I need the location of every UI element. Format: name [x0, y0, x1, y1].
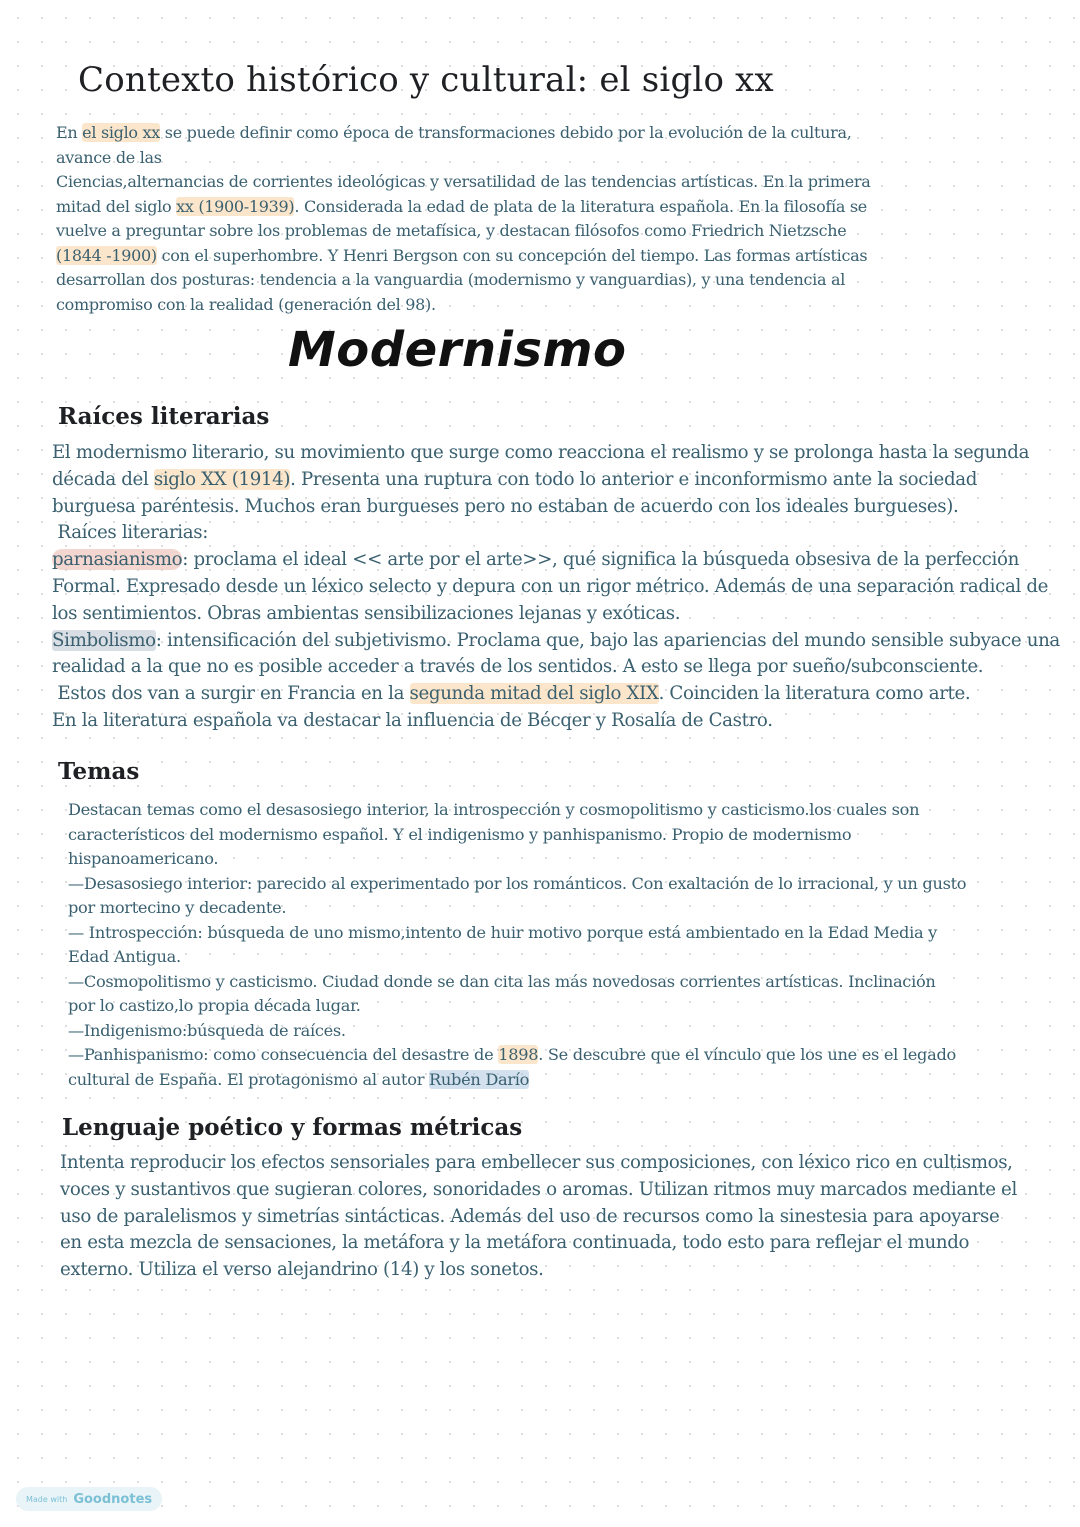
- text-segment: . Coinciden la literatura como arte.: [658, 683, 971, 705]
- text-segment: se puede definir como época de transformaciones debido por la evolución de la cultura,: [160, 123, 852, 142]
- page-title: Contexto histórico y cultural: el siglo xx: [78, 60, 774, 100]
- text-segment: El modernismo literario, su movimiento que surge como reacciona el realismo y se prolonga hasta la segunda: [52, 442, 1030, 463]
- text-line: [56, 195, 956, 220]
- text-line: [60, 1177, 1070, 1204]
- text-line: [68, 994, 1048, 1019]
- text-segment: con el superhombre. Y Henri Bergson con su concepción del tiempo. Las formas artísticas: [156, 245, 868, 265]
- temas-paragraph: [68, 798, 1048, 1092]
- highlighted-text: Simbolismo: [52, 629, 156, 651]
- text-segment: cultural de España. El protagonismo al autor: [68, 1069, 429, 1089]
- text-segment: característicos del modernismo español. Y el indigenismo y panhispanismo. Propio de modernismo: [68, 824, 852, 844]
- goodnotes-logo: Goodnotes: [73, 1491, 153, 1507]
- text-segment: Estos dos van a surgir en Francia en la: [52, 683, 410, 705]
- text-line: [60, 1230, 1070, 1257]
- text-line: [56, 244, 956, 269]
- text-line: [68, 823, 1048, 848]
- text-segment: En: [56, 123, 83, 142]
- text-segment: : intensificación del subjetivismo. Proclama que, bajo las apariencias del mundo sensible subyace una: [155, 629, 1060, 651]
- text-segment: avance de las: [56, 147, 162, 167]
- text-line: [68, 945, 1048, 970]
- temas-heading: Temas: [58, 758, 140, 785]
- raices-heading: Raíces literarias: [58, 403, 270, 430]
- text-segment: desarrollan dos posturas: tendencia a la vanguardia (modernismo y vanguardias), y una tendencia al: [56, 270, 846, 289]
- text-line: [52, 574, 1077, 601]
- highlighted-text: el siglo xx: [82, 123, 160, 142]
- text-line: [56, 268, 956, 293]
- text-line: [56, 170, 956, 195]
- text-line: [68, 970, 1048, 995]
- highlighted-text: 1898: [498, 1045, 539, 1064]
- text-line: [52, 708, 1077, 735]
- text-segment: compromiso con la realidad (generación del 98).: [56, 294, 436, 314]
- text-segment: Ciencias,alternancias de corrientes ideológicas y versatilidad de las tendencias artísticas. En la primera: [56, 172, 871, 191]
- text-segment: Destacan temas como el desasosiego interior, la introspección y cosmopolitismo y casticismo.los cuales son: [68, 800, 920, 819]
- text-line: [56, 146, 956, 171]
- lenguaje-paragraph: [60, 1150, 1070, 1284]
- text-line: [52, 628, 1077, 655]
- text-line: [68, 872, 1048, 897]
- text-segment: en esta mezcla de sensaciones, la metáfora y la metáfora continuada, todo esto para reflejar el mundo: [60, 1232, 970, 1254]
- text-line: [68, 896, 1048, 921]
- text-segment: década del: [52, 468, 154, 490]
- text-segment: . Presenta una ruptura con todo lo anterior e inconformismo ante la sociedad: [290, 468, 978, 490]
- text-segment: Formal. Expresado desde un léxico selecto y depura con un rigor métrico. Además de una separación radical de: [52, 575, 1049, 597]
- highlighted-text: siglo XX (1914): [153, 468, 291, 490]
- text-segment: En la literatura española va destacar la influencia de Bécqer y Rosalía de Castro.: [52, 709, 773, 731]
- text-segment: —Desasosiego interior: parecido al experimentado por los románticos. Con exaltación de lo irracional, y un gusto: [68, 873, 967, 893]
- text-line: [68, 847, 1048, 872]
- highlighted-text: Rubén Darío: [429, 1069, 530, 1089]
- text-segment: . Se descubre que el vínculo que los une es el legado: [538, 1045, 956, 1064]
- text-segment: —Indigenismo:búsqueda de raíces.: [68, 1020, 346, 1040]
- text-line: [56, 293, 956, 318]
- text-segment: voces y sustantivos que sugieran colores, sonoridades o aromas. Utilizan ritmos muy marcados mediante el: [60, 1178, 1017, 1200]
- contexto-paragraph: [56, 121, 956, 317]
- text-line: [52, 601, 1077, 628]
- highlighted-text: (1844 -1900): [56, 245, 157, 265]
- text-segment: Raíces literarias:: [52, 522, 209, 544]
- text-line: [68, 921, 1048, 946]
- highlighted-text: segunda mitad del siglo XIX: [409, 683, 659, 705]
- made-with-label: Made with: [26, 1494, 68, 1504]
- text-segment: externo. Utiliza el verso alejandrino (14) y los sonetos.: [60, 1259, 544, 1281]
- text-segment: por mortecino y decadente.: [68, 898, 287, 917]
- text-line: [52, 547, 1077, 574]
- lenguaje-heading: Lenguaje poético y formas métricas: [62, 1114, 523, 1141]
- text-segment: Intenta reproducir los efectos sensoriales para embellecer sus composiciones, con léxico rico en cultismos,: [60, 1152, 1013, 1173]
- highlighted-text: xx (1900-1939): [176, 196, 295, 216]
- text-segment: —Panhispanismo: como consecuencia del desastre de: [68, 1045, 499, 1064]
- text-segment: los sentimientos. Obras ambientas sensibilizaciones lejanas y exóticas.: [52, 602, 681, 624]
- text-line: [56, 121, 956, 146]
- text-segment: por lo castizo,lo propia década lugar.: [68, 996, 361, 1015]
- highlighted-text: parnasianismo: [52, 549, 183, 571]
- text-line: [52, 520, 1077, 547]
- text-line: [68, 1043, 1048, 1068]
- text-segment: —Cosmopolitismo y casticismo. Ciudad donde se dan cita las más novedosas corrientes artísticas. Inclinación: [68, 971, 936, 991]
- text-segment: mitad del siglo: [56, 196, 177, 216]
- text-segment: . Considerada la edad de plata de la literatura española. En la filosofía se: [294, 196, 867, 216]
- text-line: [52, 494, 1077, 521]
- text-segment: realidad a la que no es posible acceder a través de los sentidos. A esto se llega por sueño/subconsciente.: [52, 656, 984, 678]
- text-line: [60, 1204, 1070, 1231]
- text-line: [68, 1019, 1048, 1044]
- text-line: [60, 1150, 1070, 1177]
- text-line: [52, 681, 1077, 708]
- raices-paragraph: [52, 440, 1077, 735]
- text-line: [68, 1068, 1048, 1093]
- modernismo-title: Modernismo: [288, 322, 627, 378]
- text-segment: hispanoamericano.: [68, 849, 219, 868]
- text-line: [52, 467, 1077, 494]
- text-segment: uso de paralelismos y simetrías sintácticas. Además del uso de recursos como la sinestesia para apoyarse: [60, 1205, 1000, 1227]
- text-line: [68, 798, 1048, 823]
- text-segment: burguesa paréntesis. Muchos eran burgueses pero no estaban de acuerdo con los ideales burgueses).: [52, 495, 959, 517]
- text-line: [56, 219, 956, 244]
- text-segment: vuelve a preguntar sobre los problemas de metafísica, y destacan filósofos como Friedrich Nietzsche: [56, 221, 847, 240]
- text-segment: : proclama el ideal << arte por el arte>>, qué significa la búsqueda obsesiva de la perfección: [182, 549, 1019, 571]
- text-segment: — Introspección: búsqueda de uno mismo,intento de huir motivo porque está ambientado en la Edad Media y: [68, 922, 938, 942]
- text-line: [60, 1257, 1070, 1284]
- text-line: [52, 440, 1077, 467]
- text-segment: Edad Antigua.: [68, 947, 181, 966]
- goodnotes-badge[interactable]: [16, 1487, 162, 1511]
- text-line: [52, 654, 1077, 681]
